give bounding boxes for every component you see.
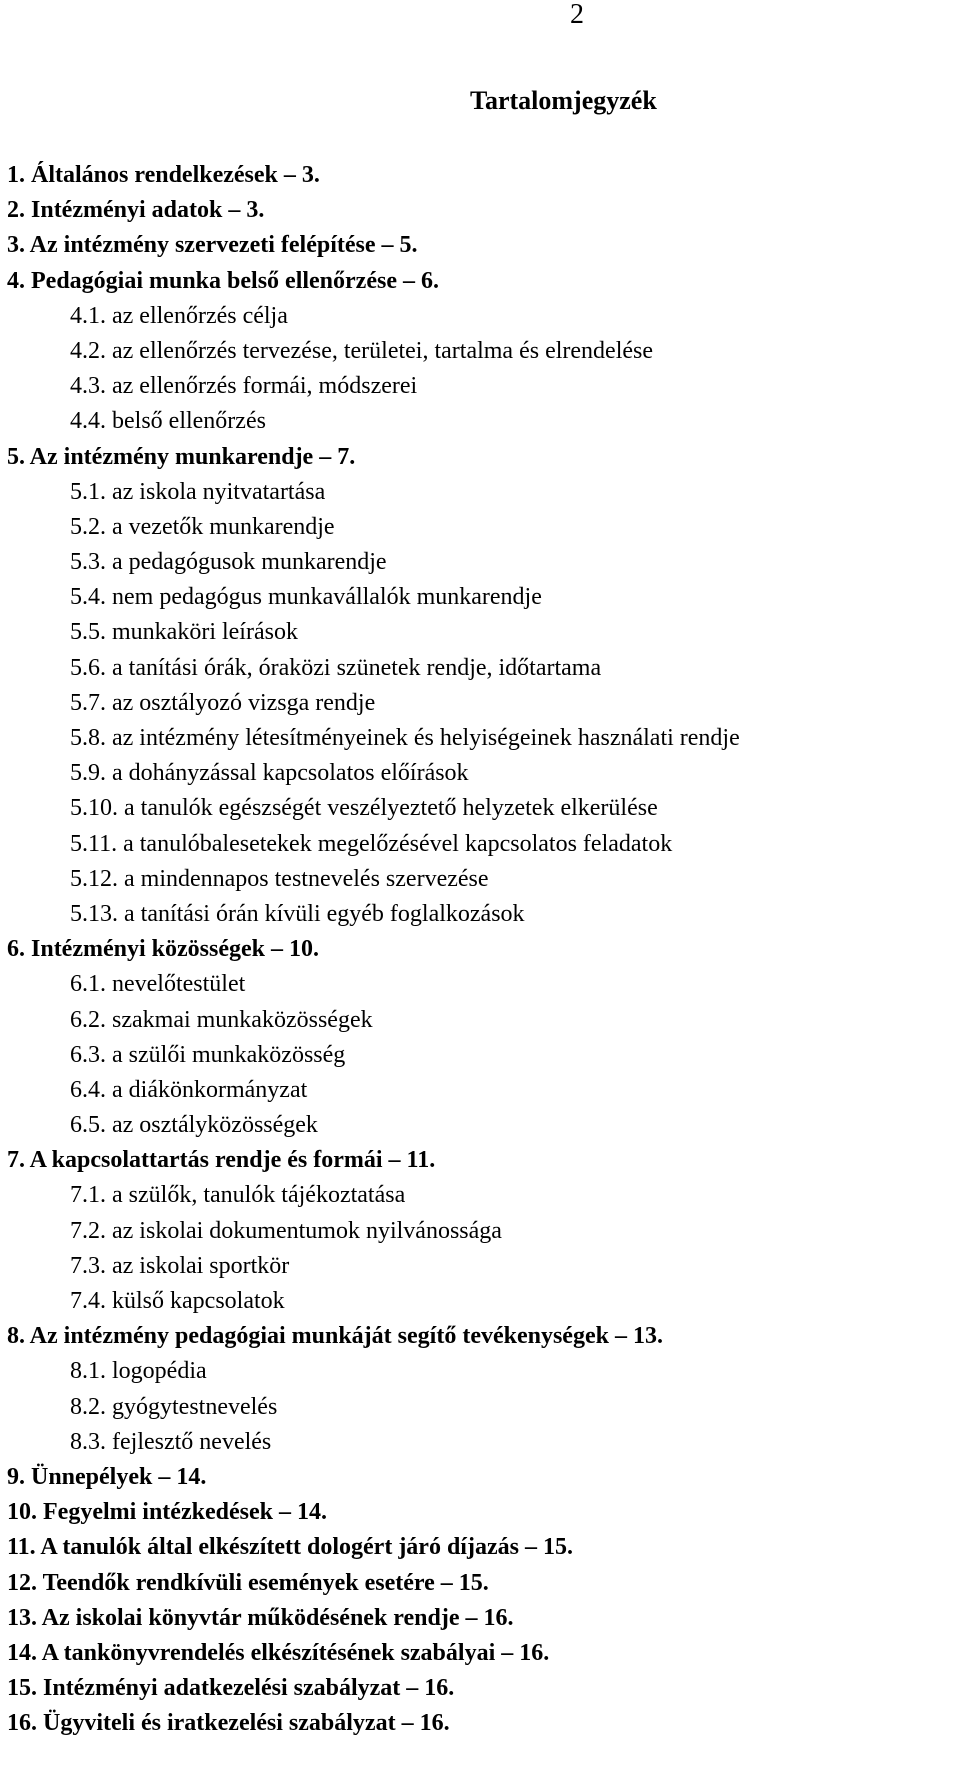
toc-entry: 8. Az intézmény pedagógiai munkáját segítő tevékenységek – 13.: [7, 1323, 663, 1350]
toc-entry: 7. A kapcsolattartás rendje és formái – 11.: [7, 1147, 436, 1174]
toc-subentry: 6.2. szakmai munkaközösségek: [70, 1006, 373, 1033]
toc-entry: 11. A tanulók által elkészített dologért járó díjazás – 15.: [7, 1534, 573, 1561]
toc-subentry: 5.10. a tanulók egészségét veszélyeztető helyzetek elkerülése: [70, 795, 658, 822]
toc-subentry: 7.2. az iskolai dokumentumok nyilvánossága: [70, 1217, 502, 1244]
toc-subentry: 8.3. fejlesztő nevelés: [70, 1428, 272, 1455]
toc-subentry: 7.4. külső kapcsolatok: [70, 1288, 285, 1314]
toc-subentry: 5.7. az osztályozó vizsga rendje: [70, 689, 376, 716]
toc-entry: 13. Az iskolai könyvtár működésének rendje – 16.: [7, 1604, 514, 1631]
toc-entry: 14. A tankönyvrendelés elkészítésének szabályai – 16.: [7, 1639, 550, 1666]
toc-entry: 9. Ünnepélyek – 14.: [7, 1463, 207, 1490]
toc-subentry: 5.5. munkaköri leírások: [70, 619, 298, 646]
toc-entry: 4. Pedagógiai munka belső ellenőrzése – 6.: [7, 267, 439, 294]
toc-subentry: 4.1. az ellenőrzés célja: [70, 302, 288, 329]
toc-subentry: 4.3. az ellenőrzés formái, módszerei: [70, 373, 418, 400]
toc-subentry: 5.2. a vezetők munkarendje: [70, 513, 335, 540]
toc-subentry: 6.1. nevelőtestület: [70, 971, 246, 998]
toc-entry: 6. Intézményi közösségek – 10.: [7, 936, 319, 963]
toc-subentry: 5.4. nem pedagógus munkavállalók munkarendje: [70, 584, 542, 611]
toc-subentry: 5.9. a dohányzással kapcsolatos előírások: [70, 760, 469, 787]
toc-subentry: 6.3. a szülői munkaközösség: [70, 1041, 346, 1068]
toc-entry: 5. Az intézmény munkarendje – 7.: [7, 443, 356, 470]
toc-subentry: 8.2. gyógytestnevelés: [70, 1393, 278, 1420]
toc-subentry: 5.13. a tanítási órán kívüli egyéb foglalkozások: [70, 900, 525, 927]
toc-entry: 3. Az intézmény szervezeti felépítése – 5.: [7, 232, 418, 259]
page-title: Tartalomjegyzék: [470, 86, 657, 115]
toc-subentry: 4.2. az ellenőrzés tervezése, területei, tartalma és elrendelése: [70, 337, 654, 364]
toc-entry: 10. Fegyelmi intézkedések – 14.: [7, 1499, 327, 1526]
toc-subentry: 5.6. a tanítási órák, óraközi szünetek rendje, időtartama: [70, 654, 602, 681]
toc-subentry: 8.1. logopédia: [70, 1358, 207, 1385]
toc-entry: 16. Ügyviteli és iratkezelési szabályzat – 16.: [7, 1710, 450, 1737]
toc-subentry: 7.3. az iskolai sportkör: [70, 1252, 290, 1279]
toc-subentry: 5.11. a tanulóbalesetekek megelőzésével kapcsolatos feladatok: [70, 830, 673, 857]
toc-subentry: 6.5. az osztályközösségek: [70, 1112, 318, 1139]
table-of-contents: [0, 158, 960, 1741]
page-number: 2: [570, 0, 584, 30]
toc-subentry: 5.12. a mindennapos testnevelés szervezése: [70, 865, 489, 892]
toc-entry: 12. Teendők rendkívüli események esetére – 15.: [7, 1569, 489, 1596]
toc-subentry: 7.1. a szülők, tanulók tájékoztatása: [70, 1182, 406, 1209]
toc-subentry: 5.8. az intézmény létesítményeinek és helyiségeinek használati rendje: [70, 725, 740, 751]
toc-subentry: 5.3. a pedagógusok munkarendje: [70, 549, 387, 576]
toc-entry: 2. Intézményi adatok – 3.: [7, 197, 265, 224]
toc-subentry: 5.1. az iskola nyitvatartása: [70, 478, 326, 505]
toc-subentry: 6.4. a diákönkormányzat: [70, 1076, 308, 1103]
toc-subentry: 4.4. belső ellenőrzés: [70, 408, 266, 435]
toc-entry: 1. Általános rendelkezések – 3.: [7, 162, 320, 188]
toc-entry: 15. Intézményi adatkezelési szabályzat – 16.: [7, 1675, 455, 1702]
